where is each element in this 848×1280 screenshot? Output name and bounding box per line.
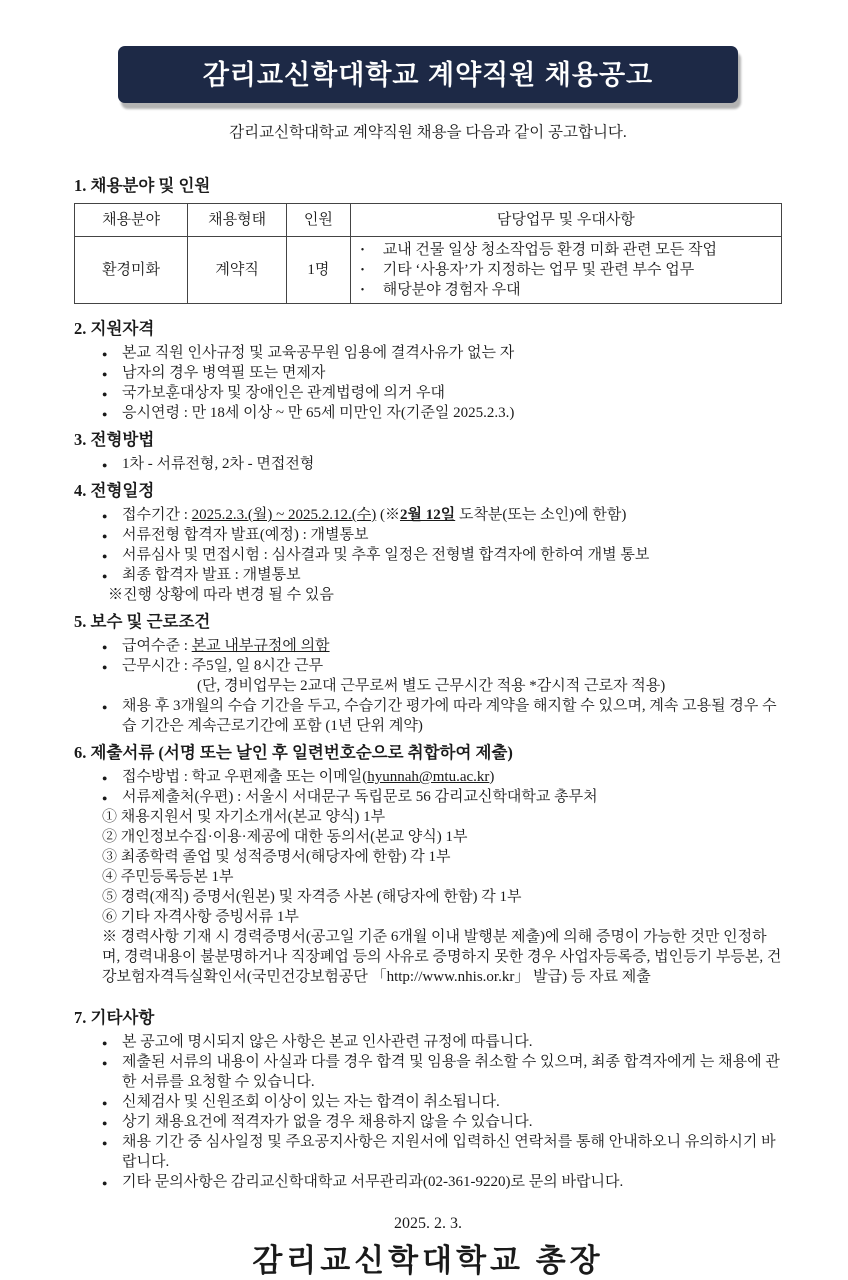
document-item: ③ 최종학력 졸업 및 성적증명서(해당자에 한함) 각 1부 xyxy=(102,849,451,865)
bullet-icon: ● xyxy=(102,531,108,541)
bullet-icon: ● xyxy=(102,773,108,783)
signer-title: 감리교신학대학교 총장 xyxy=(252,1243,604,1278)
schedule-text: 최종 합격자 발표 : 개별통보 xyxy=(122,567,301,583)
deadline-date: 2월 12일 xyxy=(399,507,456,523)
list-item-submit-method xyxy=(102,767,782,787)
list-item-receipt-period xyxy=(102,505,782,525)
hours-text: 근무시간 : 주5일, 일 8시간 근무 xyxy=(122,658,324,674)
list-item xyxy=(102,343,782,363)
section6-heading: 6. 제출서류 (서명 또는 날인 후 일련번호순으로 취합하여 제출) xyxy=(74,743,513,762)
cell-duties xyxy=(350,237,781,304)
submit-method-text: 접수방법 : 학교 우편제출 또는 이메일(hyunnah@mtu.ac.kr) xyxy=(122,769,495,785)
duty-text: 기타 ‘사용자’가 지정하는 업무 및 관련 부수 업무 xyxy=(382,262,695,278)
list-item xyxy=(102,363,782,383)
bullet-icon: ● xyxy=(102,1138,108,1148)
bullet-icon: ● xyxy=(102,511,108,521)
document-item: ⑤ 경력(재직) 증명서(원본) 및 자격증 사본 (해당자에 한함) 각 1부 xyxy=(102,889,522,905)
list-item-hours xyxy=(102,656,782,676)
bullet-icon: ● xyxy=(102,1058,108,1068)
list-item xyxy=(102,454,782,474)
address-text: 서류제출처(우편) : 서울시 서대문구 독립문로 56 감리교신학대학교 총무처 xyxy=(122,789,598,805)
hiring-table xyxy=(74,203,782,304)
col-header-duties: 담당업무 및 우대사항 xyxy=(350,204,781,237)
bullet-icon: ● xyxy=(102,551,108,561)
probation-text: 채용 후 3개월의 수습 기간을 두고, 수습기간 평가에 따라 계약을 해지할 수 있으며, 계속 고용될 경우 수습 기간은 계속근로기간에 포함 (1년 단위 계약) xyxy=(122,698,777,734)
list-item-salary xyxy=(102,636,782,656)
list-item-address xyxy=(102,787,782,807)
duty-item xyxy=(357,260,775,280)
misc-text: 신체검사 및 신원조회 이상이 있는 자는 합격이 취소됩니다. xyxy=(122,1094,500,1110)
section-pay-conditions xyxy=(74,611,782,736)
receipt-dates: 2025.2.3.(월) ~ 2025.2.12.(수) xyxy=(191,507,377,523)
bullet-icon: ● xyxy=(102,1118,108,1128)
cell-field: 환경미화 xyxy=(75,237,188,304)
section7-heading: 7. 기타사항 xyxy=(74,1008,155,1027)
list-item xyxy=(102,1112,782,1132)
col-header-count: 인원 xyxy=(287,204,351,237)
section5-heading: 5. 보수 및 근로조건 xyxy=(74,612,211,631)
list-item xyxy=(102,1032,782,1052)
qualification-text: 본교 직원 인사규정 및 교육공무원 임용에 결격사유가 없는 자 xyxy=(122,345,515,361)
salary-text: 급여수준 : 본교 내부규정에 의함 xyxy=(122,638,330,654)
section-hiring-field xyxy=(74,175,782,304)
section-documents xyxy=(74,742,782,987)
document-item: ① 채용지원서 및 자기소개서(본교 양식) 1부 xyxy=(102,809,386,825)
qualification-text: 응시연령 : 만 18세 이상 ~ 만 65세 미만인 자(기준일 2025.2.3.) xyxy=(122,405,515,421)
document-title: 감리교신학대학교 계약직원 채용공고 xyxy=(202,59,654,90)
duty-text: 교내 건물 일상 청소작업등 환경 미화 관련 모든 작업 xyxy=(382,242,717,258)
dot-bullet-icon: • xyxy=(360,245,365,256)
col-header-type: 채용형태 xyxy=(188,204,287,237)
section1-heading: 1. 채용분야 및 인원 xyxy=(74,176,211,195)
list-item xyxy=(102,1172,782,1192)
duty-item xyxy=(357,280,775,300)
section-misc xyxy=(74,1007,782,1192)
list-item xyxy=(102,565,782,585)
schedule-note: ※진행 상황에 따라 변경 될 수 있음 xyxy=(108,587,334,603)
bullet-icon: ● xyxy=(102,642,108,652)
footer xyxy=(74,1214,782,1280)
bullet-icon: ● xyxy=(102,662,108,672)
schedule-text: 서류심사 및 면접시험 : 심사결과 및 추후 일정은 전형별 합격자에 한하여 개별 통보 xyxy=(122,547,650,563)
bullet-icon: ● xyxy=(102,409,108,419)
dot-bullet-icon: • xyxy=(360,285,365,296)
document-item: ⑥ 기타 자격사항 증빙서류 1부 xyxy=(102,909,299,925)
announcement-date: 2025. 2. 3. xyxy=(394,1215,462,1232)
table-header-row xyxy=(75,204,782,237)
intro-text: 감리교신학대학교 계약직원 채용을 다음과 같이 공고합니다. xyxy=(229,124,627,141)
misc-text: 채용 기간 중 심사일정 및 주요공지사항은 지원서에 입력하신 연락처를 통해 안내하오니 유의하시기 바랍니다. xyxy=(122,1134,776,1170)
col-header-field: 채용분야 xyxy=(75,204,188,237)
list-item xyxy=(102,1132,782,1172)
cell-count: 1명 xyxy=(287,237,351,304)
hours-sub-note: (단, 경비업무는 2교대 근무로써 별도 근무시간 적용 *감시적 근로자 적용) xyxy=(197,678,666,694)
misc-text: 본 공고에 명시되지 않은 사항은 본교 인사관련 규정에 따릅니다. xyxy=(122,1034,533,1050)
misc-text: 제출된 서류의 내용이 사실과 다를 경우 합격 및 임용을 취소할 수 있으며, 최종 합격자에게 는 채용에 관한 서류를 요청할 수 있습니다. xyxy=(122,1054,780,1090)
schedule-text: 서류전형 합격자 발표(예정) : 개별통보 xyxy=(122,527,369,543)
career-proof-note: ※ 경력사항 기재 시 경력증명서(공고일 기준 6개월 이내 발행분 제출)에 의해 증명이 가능한 것만 인정하며, 경력내용이 불분명하거나 직장폐업 등의 사유로 증명하지 못한 경우 사업자등록증, 법인등기 부등본, 건강보험자격득실확인서(국민건강보험공단 「http://www.nhis.or.kr」 발급) 등 자료 제출 xyxy=(102,929,782,985)
document-item: ② 개인정보수집·이용·제공에 대한 동의서(본교 양식) 1부 xyxy=(102,829,468,845)
list-item xyxy=(102,1092,782,1112)
section4-heading: 4. 전형일정 xyxy=(74,481,155,500)
bullet-icon: ● xyxy=(102,369,108,379)
duty-text: 해당분야 경험자 우대 xyxy=(382,282,521,298)
qualification-text: 남자의 경우 병역필 또는 면제자 xyxy=(122,365,326,381)
list-item xyxy=(102,1052,782,1092)
list-item xyxy=(102,525,782,545)
bullet-icon: ● xyxy=(102,1178,108,1188)
bullet-icon: ● xyxy=(102,349,108,359)
section-qualifications xyxy=(74,318,782,423)
receipt-period-text: 접수기간 : 2025.2.3.(월) ~ 2025.2.12.(수) (※2월 12일 도착분(또는 소인)에 한함) xyxy=(122,507,627,523)
document-item: ④ 주민등록등본 1부 xyxy=(102,869,234,885)
bullet-icon: ● xyxy=(102,1098,108,1108)
bullet-icon: ● xyxy=(102,702,108,712)
misc-text: 상기 채용요건에 적격자가 없을 경우 채용하지 않을 수 있습니다. xyxy=(122,1114,533,1130)
bullet-icon: ● xyxy=(102,571,108,581)
misc-text: 기타 문의사항은 감리교신학대학교 서무관리과(02-361-9220)로 문의 바랍니다. xyxy=(122,1174,624,1190)
section2-heading: 2. 지원자격 xyxy=(74,319,155,338)
bullet-icon: ● xyxy=(102,460,108,470)
title-banner xyxy=(118,46,738,103)
list-item-probation xyxy=(102,696,782,736)
table-row xyxy=(75,237,782,304)
section-selection-method xyxy=(74,429,782,474)
dot-bullet-icon: • xyxy=(360,265,365,276)
bullet-icon: ● xyxy=(102,389,108,399)
section-schedule xyxy=(74,480,782,605)
duty-item xyxy=(357,240,775,260)
bullet-icon: ● xyxy=(102,1038,108,1048)
list-item xyxy=(102,383,782,403)
method-text: 1차 - 서류전형, 2차 - 면접전형 xyxy=(122,456,315,472)
salary-rule: 본교 내부규정에 의함 xyxy=(191,638,330,654)
cell-type: 계약직 xyxy=(188,237,287,304)
bullet-icon: ● xyxy=(102,793,108,803)
qualification-text: 국가보훈대상자 및 장애인은 관계법령에 의거 우대 xyxy=(122,385,446,401)
list-item xyxy=(102,545,782,565)
section3-heading: 3. 전형방법 xyxy=(74,430,155,449)
list-item xyxy=(102,403,782,423)
email-address: hyunnah@mtu.ac.kr xyxy=(367,769,490,785)
